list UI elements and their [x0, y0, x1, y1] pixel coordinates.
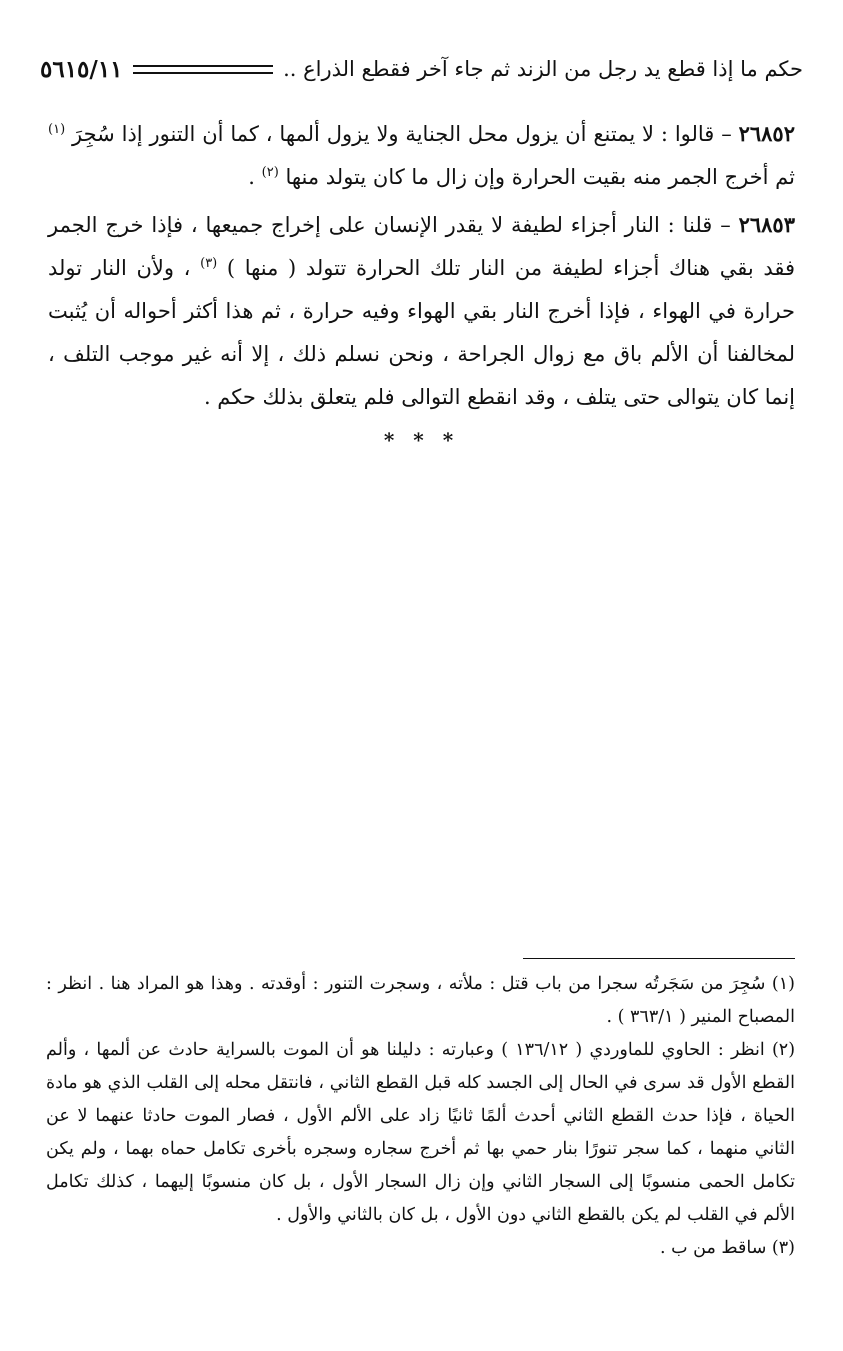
- footnote-marker: (١): [48, 122, 66, 137]
- main-text: [48, 112, 795, 423]
- footnote-marker: (٢): [261, 165, 279, 180]
- footnote-3: (٣) ساقط من ب .: [659, 1238, 795, 1258]
- footnote-marker: (٣): [200, 256, 218, 271]
- running-title: حكم ما إذا قطع يد رجل من الزند ثم جاء آخر فقطع الذراع ..: [283, 57, 803, 81]
- running-header: [40, 52, 803, 86]
- paragraph-text: ثم أخرج الجمر منه بقيت الحرارة وإن زال ما كان يتولد منها: [278, 165, 795, 189]
- footnotes: [46, 968, 795, 1265]
- paragraph-text: ، ولأن النار تولد حرارة في الهواء ، فإذا أخرج النار بقي الهواء وفيه حرارة ، ثم هذا أكثر أحواله أن يُثبت لمخالفنا أن الألم باق مع زوال الجراحة ، ونحن نسلم ذلك ، إلا أنه غير موجب التلف ، إنما كان يتوالى حتى يتلف ، وقد انقطع التوالى فلم يتعلق بذلك حكم .: [48, 256, 795, 409]
- paragraph-number: ٢٦٨٥٢: [738, 121, 795, 146]
- paragraph-text: – قالوا : لا يمتنع أن يزول محل الجناية ولا يزول ألمها ، كما أن التنور إذا سُجِرَ: [65, 122, 732, 146]
- paragraph-number: ٢٦٨٥٣: [738, 212, 795, 237]
- footnote-2: (٢) انظر : الحاوي للماوردي ( ١٣٦/١٢ ) وعبارته : دليلنا هو أن الموت بالسراية حادث عن ألمها ، وألم القطع الأول قد سرى في الحال إلى الجسد كله قبل القطع الثاني ، فانتقل محله إلى القلب الذي هو مادة الحياة ، فإذا حدث القطع الثاني أحدث ألمًا ثانيًا زاد على الألم الأول ، فصار الموت حادثا عنهما لا عن الثاني منهما ، كما سجر تنورًا بنار حمي بها ثم أخرج سجاره وسجره بأخرى تكامل حماه بهما ، ولم يكن تكامل الحمى منسوبًا إلى السجار الثاني وإن زال السجار الأول ، بل كان منسوبًا إليهما ، كذلك تكامل الألم في القلب لم يكن بالقطع الثاني دون الأول ، بل كان بالثاني والأول .: [46, 1040, 796, 1225]
- footnote-1: (١) سُجِرَ من سَجَرتُه سجرا من باب قتل : ملأته ، وسجرت التنور : أوقدته . وهذا هو المراد هنا . انظر : المصباح المنير ( ٣٦٣/١ ) .: [46, 974, 795, 1027]
- footnote-rule: [523, 958, 795, 959]
- section-separator: * * *: [383, 428, 460, 452]
- paragraph-text: .: [248, 165, 262, 189]
- paragraph-text: – قلنا : النار أجزاء لطيفة لا يقدر الإنسان على إخراج جميعها ، فإذا خرج الجمر فقد بقي هناك أجزاء لطيفة من النار تلك الحرارة تتولد ( منها ): [48, 213, 795, 280]
- page-number: ٥٦١٥/١١: [40, 55, 123, 83]
- paragraph-26853: [48, 203, 795, 419]
- paragraph-26852: [48, 112, 795, 199]
- header-rule: [133, 65, 274, 74]
